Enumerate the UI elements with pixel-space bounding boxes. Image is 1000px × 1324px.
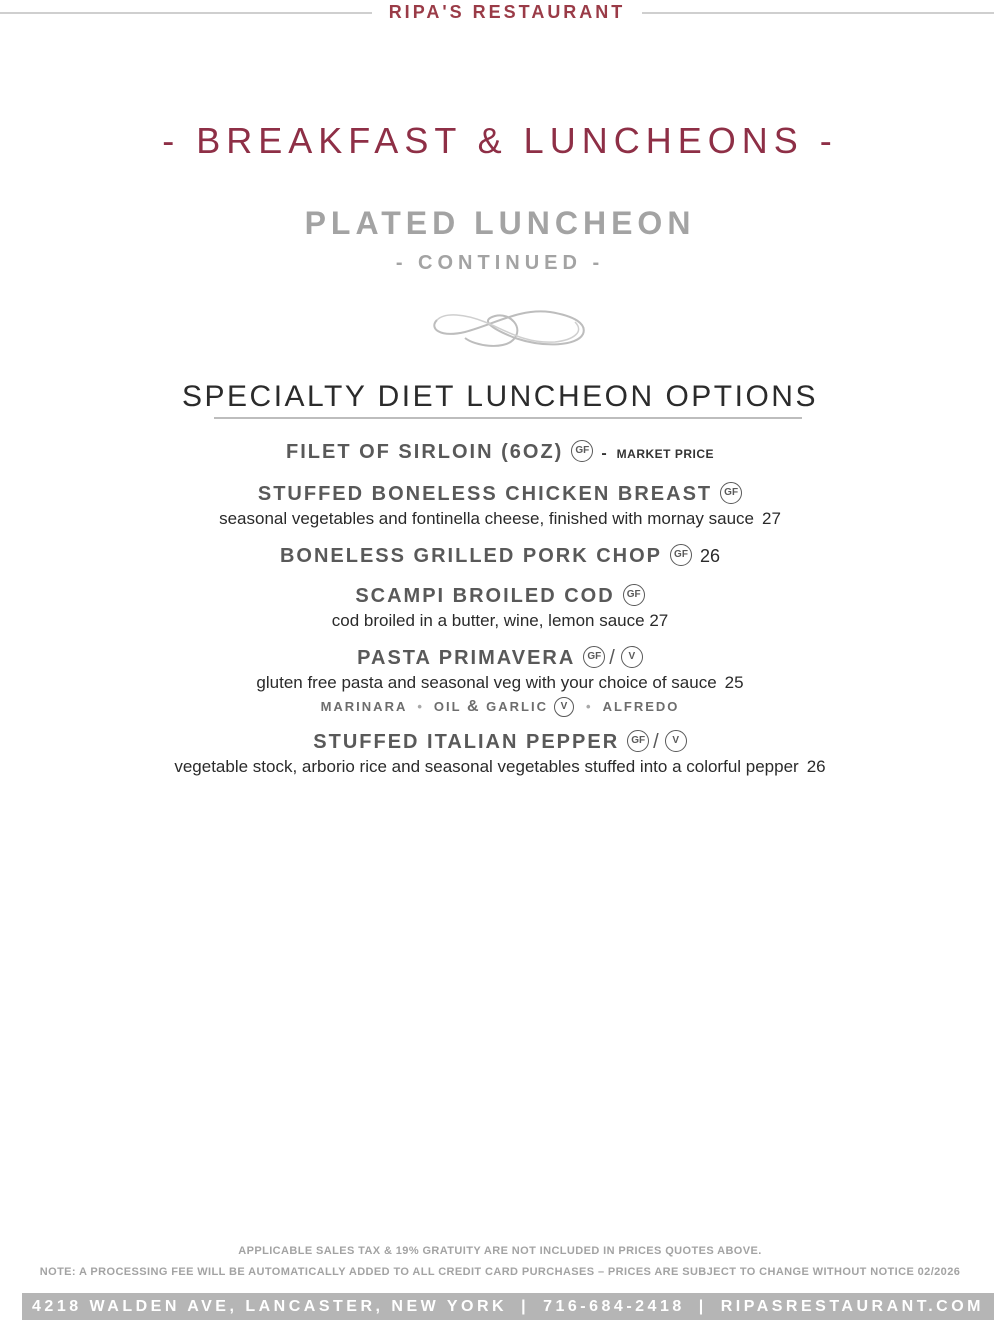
menu-item-cod (0, 582, 1000, 632)
gluten-free-icon: GF (627, 730, 649, 752)
options-heading: SPECIALTY DIET LUNCHEON OPTIONS (182, 380, 818, 413)
item-description: gluten free pasta and seasonal veg with your choice of sauce (256, 673, 717, 692)
menu-item-filet (0, 438, 1000, 468)
flourish-ornament-icon (425, 298, 595, 356)
sauce-garlic: GARLIC (486, 699, 549, 714)
footer-address: 4218 WALDEN AVE, LANCASTER, NEW YORK (32, 1298, 508, 1315)
item-description: seasonal vegetables and fontinella cheese, finished with mornay sauce (219, 509, 754, 528)
item-name: FILET OF SIRLOIN (6OZ) (286, 441, 564, 463)
gluten-free-icon: GF (583, 646, 605, 668)
gluten-free-icon: GF (670, 544, 692, 566)
gluten-free-icon: GF (571, 440, 593, 462)
item-price: 26 (806, 757, 826, 776)
separator: | (698, 1298, 707, 1315)
vegetarian-icon: V (621, 646, 643, 668)
item-description: vegetable stock, arborio rice and seasonal vegetables stuffed into a colorful pepper (174, 757, 799, 776)
menu-item-pork-chop (0, 542, 1000, 570)
sauce-oil: OIL (433, 699, 462, 714)
sauce-alfredo: ALFREDO (602, 699, 680, 714)
item-price: 25 (724, 673, 744, 692)
menu-item-chicken (0, 480, 1000, 530)
vegetarian-icon: V (554, 697, 574, 717)
bullet-icon: • (417, 699, 424, 714)
footer-phone[interactable]: 716-684-2418 (543, 1298, 685, 1315)
bullet-icon: • (586, 699, 593, 714)
menu-subtitle: PLATED LUNCHEON (304, 205, 696, 241)
sauce-options (0, 694, 1000, 720)
item-price: 26 (700, 546, 721, 566)
market-price-label: MARKET PRICE (616, 447, 714, 461)
dash: - (601, 445, 609, 462)
continued-label: - CONTINUED - (395, 252, 605, 274)
ampersand: & (466, 698, 481, 715)
footer-website[interactable]: RIPASRESTAURANT.COM (720, 1298, 984, 1315)
header-rule-right (642, 12, 994, 14)
item-price: 27 (649, 611, 669, 630)
item-name: STUFFED BONELESS CHICKEN BREAST (257, 483, 713, 505)
item-name: PASTA PRIMAVERA (357, 647, 576, 669)
slash: / (609, 647, 617, 669)
slash: / (653, 731, 661, 753)
header-rule-left (0, 12, 372, 14)
restaurant-name: RIPA'S RESTAURANT (388, 2, 626, 22)
item-name: BONELESS GRILLED PORK CHOP (279, 545, 662, 567)
vegetarian-icon: V (665, 730, 687, 752)
item-description: cod broiled in a butter, wine, lemon sauce (331, 611, 645, 630)
menu-items (0, 438, 1000, 790)
top-header (0, 0, 1000, 28)
footer-contact-bar (22, 1293, 994, 1320)
item-price: 27 (761, 509, 781, 528)
fee-footnote: NOTE: A PROCESSING FEE WILL BE AUTOMATICALLY ADDED TO ALL CREDIT CARD PURCHASES – PRICES ARE SUBJECT TO CHANGE WITHOUT NOTICE 02/2026 (39, 1266, 961, 1278)
item-name: SCAMPI BROILED COD (355, 585, 615, 607)
menu-item-pasta (0, 644, 1000, 720)
sauce-marinara: MARINARA (320, 699, 408, 714)
tax-footnote: APPLICABLE SALES TAX & 19% GRATUITY ARE NOT INCLUDED IN PRICES QUOTES ABOVE. (238, 1245, 762, 1257)
menu-item-pepper (0, 728, 1000, 778)
separator: | (521, 1298, 530, 1315)
gluten-free-icon: GF (720, 482, 742, 504)
heading-underline (214, 417, 802, 419)
item-name: STUFFED ITALIAN PEPPER (313, 731, 620, 753)
gluten-free-icon: GF (623, 584, 645, 606)
section-title: - BREAKFAST & LUNCHEONS - (162, 120, 838, 161)
